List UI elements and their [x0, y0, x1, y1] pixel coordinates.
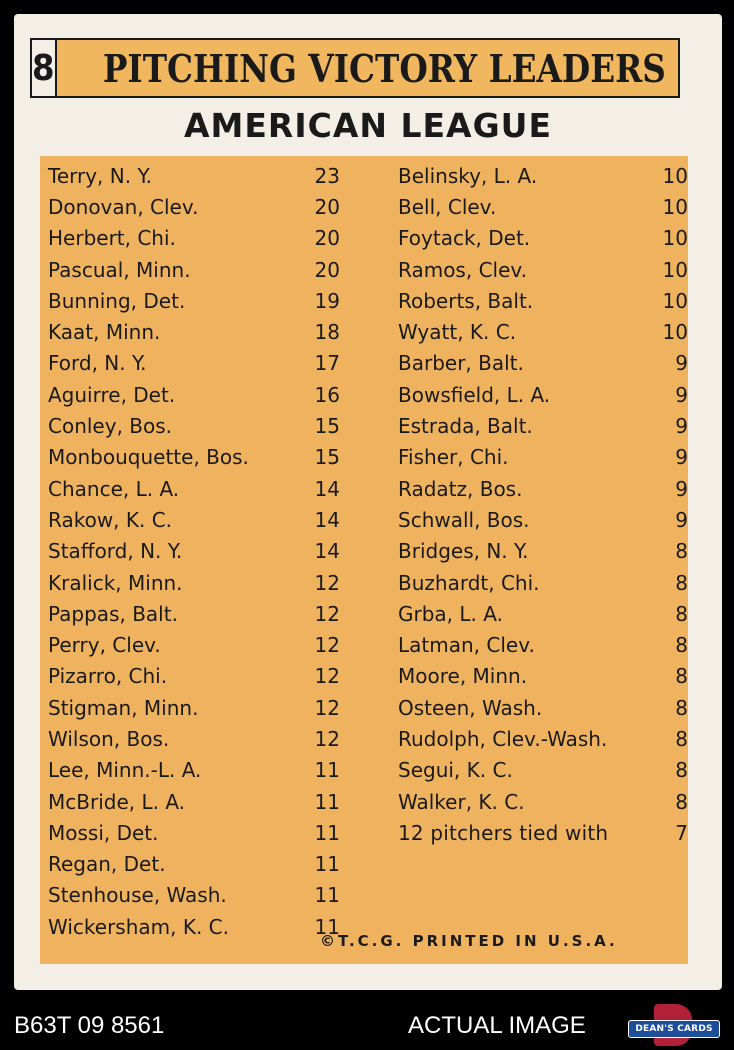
cert-id: B63T 09 8561 [14, 1012, 165, 1039]
pitcher-name: Donovan, Clev. [48, 194, 199, 219]
leader-row [398, 160, 688, 191]
pitcher-name: Chance, L. A. [48, 476, 180, 501]
pitcher-name: Foytack, Det. [398, 226, 531, 251]
pitcher-name: Radatz, Bos. [398, 476, 523, 501]
leaders-column-right [398, 160, 688, 849]
leader-row [48, 849, 340, 880]
pitcher-name: Kaat, Minn. [48, 320, 161, 345]
pitcher-name: Perry, Clev. [48, 633, 161, 658]
leader-row [398, 786, 688, 817]
pitcher-wins: 12 [314, 726, 340, 751]
pitcher-wins: 10 [662, 257, 688, 282]
pitcher-name: Bunning, Det. [48, 288, 186, 313]
pitcher-wins: 10 [662, 194, 688, 219]
pitcher-name: Rudolph, Clev.-Wash. [398, 726, 608, 751]
pitcher-wins: 12 [314, 570, 340, 595]
pitcher-name: Bridges, N. Y. [398, 539, 529, 564]
pitcher-wins: 12 [314, 633, 340, 658]
leader-row [48, 348, 340, 379]
leader-row [398, 817, 688, 848]
leader-row [48, 880, 340, 911]
leader-row [48, 692, 340, 723]
pitcher-wins: 14 [314, 507, 340, 532]
pitcher-wins: 7 [675, 820, 688, 845]
pitcher-name: 12 pitchers tied with [398, 820, 609, 845]
pitcher-wins: 20 [314, 226, 340, 251]
pitcher-name: Wickersham, K. C. [48, 914, 229, 939]
pitcher-wins: 9 [675, 382, 688, 407]
leader-row [398, 442, 688, 473]
pitcher-wins: 9 [675, 445, 688, 470]
leader-row [48, 379, 340, 410]
pitcher-wins: 18 [314, 320, 340, 345]
pitcher-name: McBride, L. A. [48, 789, 186, 814]
pitcher-name: Stenhouse, Wash. [48, 883, 227, 908]
card-title: PITCHING VICTORY LEADERS [102, 45, 666, 91]
leader-row [48, 817, 340, 848]
pitcher-name: Latman, Clev. [398, 633, 535, 658]
leader-row [48, 254, 340, 285]
pitcher-wins: 8 [675, 789, 688, 814]
leader-row [398, 223, 688, 254]
pitcher-name: Schwall, Bos. [398, 507, 530, 532]
pitcher-name: Monbouquette, Bos. [48, 445, 249, 470]
pitcher-wins: 8 [675, 695, 688, 720]
leader-row [48, 911, 340, 942]
pitcher-wins: 9 [675, 414, 688, 439]
leader-row [48, 661, 340, 692]
pitcher-wins: 12 [314, 601, 340, 626]
pitcher-wins: 14 [314, 476, 340, 501]
pitcher-wins: 8 [675, 539, 688, 564]
leader-row [398, 755, 688, 786]
leader-row [398, 567, 688, 598]
card-number: 8 [32, 40, 57, 96]
leader-row [398, 504, 688, 535]
leader-row [48, 473, 340, 504]
leader-row [398, 723, 688, 754]
pitcher-name: Ramos, Clev. [398, 257, 528, 282]
pitcher-wins: 20 [314, 257, 340, 282]
leader-row [398, 692, 688, 723]
pitcher-wins: 11 [314, 883, 340, 908]
pitcher-wins: 17 [314, 351, 340, 376]
pitcher-name: Estrada, Balt. [398, 414, 533, 439]
leaders-column-left [48, 160, 340, 942]
pitcher-name: Regan, Det. [48, 852, 166, 877]
leader-row [48, 442, 340, 473]
pitcher-wins: 11 [314, 914, 340, 939]
leader-row [398, 410, 688, 441]
pitcher-wins: 20 [314, 194, 340, 219]
pitcher-name: Conley, Bos. [48, 414, 173, 439]
pitcher-name: Wyatt, K. C. [398, 320, 517, 345]
pitcher-wins: 15 [314, 445, 340, 470]
pitcher-wins: 9 [675, 507, 688, 532]
pitcher-name: Stigman, Minn. [48, 695, 199, 720]
deans-cards-logo [628, 1008, 720, 1044]
pitcher-name: Roberts, Balt. [398, 288, 534, 313]
leader-row [48, 285, 340, 316]
leader-row [48, 316, 340, 347]
pitcher-name: Aguirre, Det. [48, 382, 176, 407]
league-subtitle: AMERICAN LEAGUE [183, 106, 552, 145]
pitcher-wins: 16 [314, 382, 340, 407]
leader-row [398, 316, 688, 347]
leader-row [48, 223, 340, 254]
baseball-card-back [14, 14, 722, 990]
pitcher-wins: 10 [662, 288, 688, 313]
leader-row [48, 410, 340, 441]
pitcher-wins: 15 [314, 414, 340, 439]
pitcher-name: Belinsky, L. A. [398, 163, 538, 188]
pitcher-name: Fisher, Chi. [398, 445, 509, 470]
leader-row [48, 598, 340, 629]
pitcher-wins: 11 [314, 758, 340, 783]
leader-row [48, 786, 340, 817]
pitcher-name: Terry, N. Y. [48, 163, 152, 188]
pitcher-wins: 11 [314, 789, 340, 814]
pitcher-wins: 8 [675, 570, 688, 595]
pitcher-name: Kralick, Minn. [48, 570, 183, 595]
pitcher-name: Pappas, Balt. [48, 601, 178, 626]
pitcher-name: Lee, Minn.-L. A. [48, 758, 202, 783]
pitcher-wins: 8 [675, 664, 688, 689]
actual-image-label: ACTUAL IMAGE [408, 1012, 586, 1039]
pitcher-wins: 10 [662, 226, 688, 251]
pitcher-wins: 10 [662, 320, 688, 345]
pitcher-name: Herbert, Chi. [48, 226, 176, 251]
pitcher-name: Rakow, K. C. [48, 507, 173, 532]
pitcher-name: Wilson, Bos. [48, 726, 170, 751]
pitcher-wins: 14 [314, 539, 340, 564]
pitcher-wins: 10 [662, 163, 688, 188]
pitcher-wins: 8 [675, 726, 688, 751]
leader-row [48, 504, 340, 535]
leader-row [398, 285, 688, 316]
pitcher-name: Ford, N. Y. [48, 351, 147, 376]
leader-row [48, 536, 340, 567]
pitcher-name: Pizarro, Chi. [48, 664, 168, 689]
leaders-panel [40, 156, 688, 964]
pitcher-wins: 19 [314, 288, 340, 313]
leader-row [48, 191, 340, 222]
pitcher-name: Barber, Balt. [398, 351, 524, 376]
card-header [30, 38, 680, 98]
leader-row [398, 348, 688, 379]
copyright-footnote: ©T.C.G. PRINTED IN U.S.A. [320, 932, 618, 950]
leader-row [48, 755, 340, 786]
pitcher-name: Bowsfield, L. A. [398, 382, 551, 407]
leader-row [398, 191, 688, 222]
leader-row [398, 629, 688, 660]
pitcher-name: Buzhardt, Chi. [398, 570, 540, 595]
pitcher-wins: 12 [314, 664, 340, 689]
pitcher-wins: 23 [314, 163, 340, 188]
pitcher-wins: 12 [314, 695, 340, 720]
pitcher-name: Mossi, Det. [48, 820, 159, 845]
leader-row [398, 473, 688, 504]
leader-row [398, 536, 688, 567]
pitcher-wins: 8 [675, 758, 688, 783]
leader-row [48, 160, 340, 191]
pitcher-name: Stafford, N. Y. [48, 539, 183, 564]
pitcher-wins: 9 [675, 476, 688, 501]
pitcher-wins: 9 [675, 351, 688, 376]
pitcher-name: Grba, L. A. [398, 601, 503, 626]
pitcher-name: Bell, Clev. [398, 194, 497, 219]
listing-footer [0, 1000, 734, 1050]
leader-row [398, 379, 688, 410]
leader-row [398, 661, 688, 692]
leader-row [48, 629, 340, 660]
pitcher-name: Walker, K. C. [398, 789, 525, 814]
leader-row [48, 723, 340, 754]
pitcher-name: Osteen, Wash. [398, 695, 543, 720]
pitcher-wins: 8 [675, 633, 688, 658]
leader-row [48, 567, 340, 598]
pitcher-name: Moore, Minn. [398, 664, 528, 689]
pitcher-wins: 8 [675, 601, 688, 626]
pitcher-wins: 11 [314, 852, 340, 877]
leader-row [398, 254, 688, 285]
pitcher-name: Pascual, Minn. [48, 257, 191, 282]
logo-banner: DEAN'S CARDS [628, 1020, 720, 1038]
pitcher-name: Segui, K. C. [398, 758, 513, 783]
leader-row [398, 598, 688, 629]
pitcher-wins: 11 [314, 820, 340, 845]
